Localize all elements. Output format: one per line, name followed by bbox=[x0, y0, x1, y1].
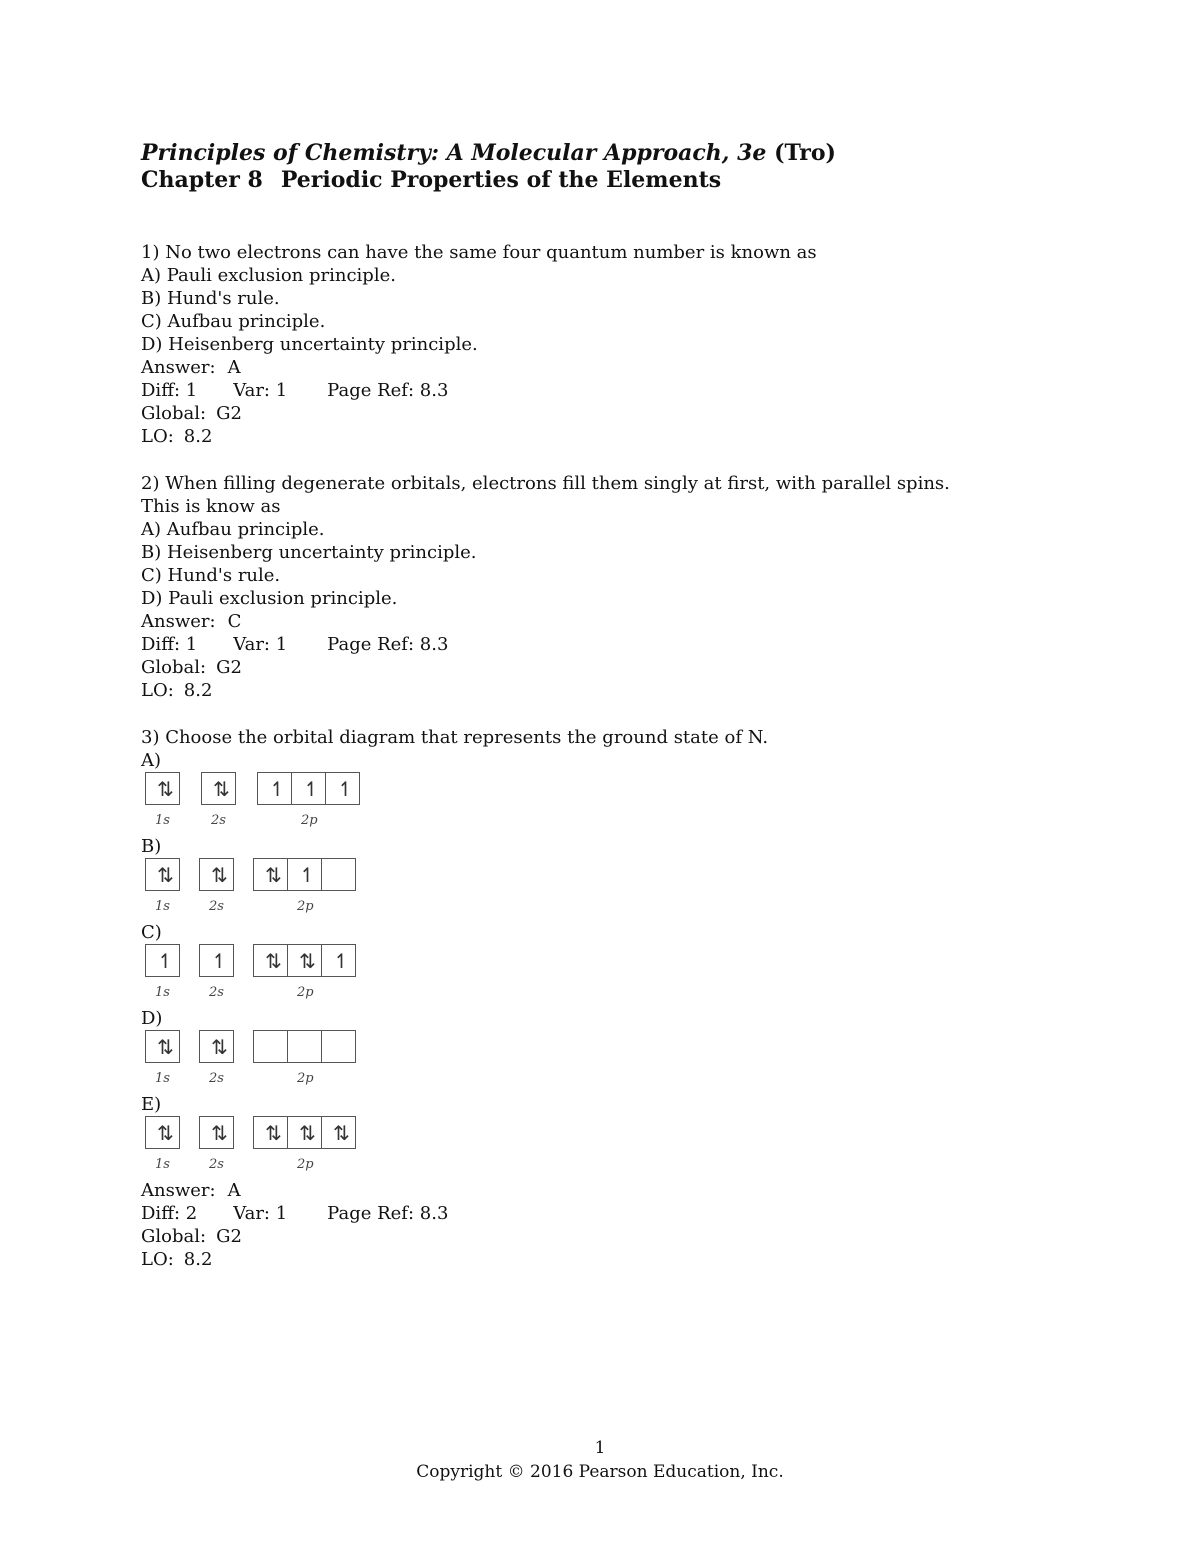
orbital-box: ↿ bbox=[325, 772, 360, 805]
label-2s: 2s bbox=[209, 899, 224, 914]
orbital-2s bbox=[201, 772, 236, 805]
orbital-box: ⇅ bbox=[145, 772, 180, 805]
orbital-diagram bbox=[141, 944, 1101, 1007]
label-1s: 1s bbox=[155, 985, 170, 1000]
global-label: Global: bbox=[141, 1226, 207, 1247]
answer-label: Answer: bbox=[141, 1180, 216, 1201]
answer-line bbox=[141, 610, 1101, 633]
orbital-box: ⇅ bbox=[145, 858, 180, 891]
question-text: 3) Choose the orbital diagram that represents the ground state of N. bbox=[141, 727, 769, 748]
label-2p: 2p bbox=[297, 1157, 314, 1172]
global-line bbox=[141, 1225, 1101, 1248]
lo-line bbox=[141, 1248, 1101, 1271]
orbital-box: ↿ bbox=[145, 944, 180, 977]
orbital-box: ⇅ bbox=[201, 772, 236, 805]
answer-line bbox=[141, 356, 1101, 379]
orbital-box: ⇅ bbox=[321, 1116, 356, 1149]
question-1 bbox=[141, 241, 1101, 448]
label-2p: 2p bbox=[297, 1071, 314, 1086]
global-value: G2 bbox=[216, 657, 242, 678]
choice-label: D) bbox=[141, 1008, 163, 1029]
option-b: B) Hund's rule. bbox=[141, 288, 280, 309]
book-title-line bbox=[141, 140, 1101, 167]
var-label: Var: bbox=[233, 634, 270, 655]
orbital-2p bbox=[257, 772, 360, 805]
page-number: 1 bbox=[594, 1438, 606, 1458]
orbital-box: ↿ bbox=[257, 772, 292, 805]
pageref-label: Page Ref: bbox=[327, 1203, 415, 1224]
orbital-box: ⇅ bbox=[287, 944, 322, 977]
meta-line bbox=[141, 633, 1101, 656]
pageref-value: 8.3 bbox=[419, 380, 449, 401]
question-text: 2) When filling degenerate orbitals, electrons fill them singly at first, with parallel spins. bbox=[141, 473, 950, 494]
label-2p: 2p bbox=[297, 985, 314, 1000]
choice-d bbox=[141, 1007, 1101, 1093]
option-b: B) Heisenberg uncertainty principle. bbox=[141, 542, 477, 563]
lo-label: LO: bbox=[141, 426, 174, 447]
orbital-1s bbox=[145, 772, 180, 805]
option-a: A) Aufbau principle. bbox=[141, 519, 325, 540]
orbital-box: ⇅ bbox=[253, 1116, 288, 1149]
orbital-box bbox=[287, 1030, 322, 1063]
global-value: G2 bbox=[216, 403, 242, 424]
orbital-2s bbox=[199, 1116, 234, 1149]
question-text-cont: This is know as bbox=[141, 496, 281, 517]
chapter-title-line bbox=[141, 167, 1101, 194]
diff-value: 1 bbox=[185, 634, 198, 655]
label-1s: 1s bbox=[155, 1071, 170, 1086]
orbital-diagram bbox=[141, 1030, 1101, 1093]
diff-label: Diff: bbox=[141, 634, 181, 655]
chapter-number: Chapter 8 bbox=[141, 167, 263, 193]
choice-label: B) bbox=[141, 836, 162, 857]
orbital-box: ↿ bbox=[287, 858, 322, 891]
question-text: 1) No two electrons can have the same four quantum number is known as bbox=[141, 242, 817, 263]
orbital-2p bbox=[253, 944, 356, 977]
answer-line bbox=[141, 1179, 1101, 1202]
meta-line bbox=[141, 379, 1101, 402]
option-d: D) Pauli exclusion principle. bbox=[141, 588, 398, 609]
orbital-box bbox=[321, 1030, 356, 1063]
pageref-label: Page Ref: bbox=[327, 380, 415, 401]
orbital-box: ↿ bbox=[199, 944, 234, 977]
answer-value: A bbox=[227, 1180, 241, 1201]
lo-line bbox=[141, 679, 1101, 702]
choice-a bbox=[141, 749, 1101, 835]
meta-line bbox=[141, 1202, 1101, 1225]
label-2p: 2p bbox=[297, 899, 314, 914]
orbital-box: ⇅ bbox=[199, 1030, 234, 1063]
orbital-box bbox=[253, 1030, 288, 1063]
book-title: Principles of Chemistry: A Molecular Approach, 3e bbox=[141, 140, 767, 166]
copyright-notice: Copyright © 2016 Pearson Education, Inc. bbox=[416, 1462, 784, 1482]
orbital-box: ⇅ bbox=[145, 1030, 180, 1063]
orbital-box: ⇅ bbox=[145, 1116, 180, 1149]
var-value: 1 bbox=[275, 1203, 288, 1224]
orbital-2p bbox=[253, 1116, 356, 1149]
lo-line bbox=[141, 425, 1101, 448]
answer-value: A bbox=[227, 357, 241, 378]
orbital-box: ↿ bbox=[321, 944, 356, 977]
spacer bbox=[141, 194, 1101, 217]
global-value: G2 bbox=[216, 1226, 242, 1247]
global-label: Global: bbox=[141, 657, 207, 678]
var-value: 1 bbox=[275, 380, 288, 401]
global-line bbox=[141, 656, 1101, 679]
global-label: Global: bbox=[141, 403, 207, 424]
pageref-label: Page Ref: bbox=[327, 634, 415, 655]
orbital-1s bbox=[145, 944, 180, 977]
orbital-box: ⇅ bbox=[253, 944, 288, 977]
orbital-diagram bbox=[141, 772, 1101, 835]
orbital-2s bbox=[199, 858, 234, 891]
orbital-box: ⇅ bbox=[199, 858, 234, 891]
orbital-diagram bbox=[141, 858, 1101, 921]
orbital-2p bbox=[253, 1030, 356, 1063]
choice-label: C) bbox=[141, 922, 162, 943]
diff-value: 2 bbox=[185, 1203, 198, 1224]
pageref-value: 8.3 bbox=[419, 634, 449, 655]
label-2p: 2p bbox=[301, 813, 318, 828]
lo-value: 8.2 bbox=[183, 680, 213, 701]
answer-label: Answer: bbox=[141, 611, 216, 632]
global-line bbox=[141, 402, 1101, 425]
diff-label: Diff: bbox=[141, 1203, 181, 1224]
orbital-box: ⇅ bbox=[199, 1116, 234, 1149]
label-2s: 2s bbox=[211, 813, 226, 828]
lo-label: LO: bbox=[141, 680, 174, 701]
label-2s: 2s bbox=[209, 1157, 224, 1172]
var-label: Var: bbox=[233, 380, 270, 401]
orbital-box: ⇅ bbox=[287, 1116, 322, 1149]
option-c: C) Aufbau principle. bbox=[141, 311, 326, 332]
page-content bbox=[141, 140, 1101, 1271]
diff-value: 1 bbox=[185, 380, 198, 401]
book-author: (Tro) bbox=[774, 140, 836, 166]
pageref-value: 8.3 bbox=[419, 1203, 449, 1224]
orbital-box: ↿ bbox=[291, 772, 326, 805]
orbital-box bbox=[321, 858, 356, 891]
answer-value: C bbox=[227, 611, 242, 632]
answer-label: Answer: bbox=[141, 357, 216, 378]
orbital-1s bbox=[145, 1116, 180, 1149]
option-d: D) Heisenberg uncertainty principle. bbox=[141, 334, 478, 355]
label-1s: 1s bbox=[155, 813, 170, 828]
label-1s: 1s bbox=[155, 899, 170, 914]
label-2s: 2s bbox=[209, 1071, 224, 1086]
orbital-diagram bbox=[141, 1116, 1101, 1179]
orbital-1s bbox=[145, 1030, 180, 1063]
label-1s: 1s bbox=[155, 1157, 170, 1172]
option-c: C) Hund's rule. bbox=[141, 565, 281, 586]
var-label: Var: bbox=[233, 1203, 270, 1224]
choice-label: A) bbox=[141, 750, 162, 771]
diff-label: Diff: bbox=[141, 380, 181, 401]
choice-label: E) bbox=[141, 1094, 162, 1115]
choice-e bbox=[141, 1093, 1101, 1179]
orbital-2s bbox=[199, 1030, 234, 1063]
orbital-2p bbox=[253, 858, 356, 891]
choice-c bbox=[141, 921, 1101, 1007]
choice-b bbox=[141, 835, 1101, 921]
var-value: 1 bbox=[275, 634, 288, 655]
label-2s: 2s bbox=[209, 985, 224, 1000]
lo-label: LO: bbox=[141, 1249, 174, 1270]
orbital-1s bbox=[145, 858, 180, 891]
orbital-2s bbox=[199, 944, 234, 977]
question-2 bbox=[141, 472, 1101, 702]
question-3 bbox=[141, 726, 1101, 1271]
chapter-title: Periodic Properties of the Elements bbox=[280, 167, 722, 193]
orbital-box: ⇅ bbox=[253, 858, 288, 891]
lo-value: 8.2 bbox=[183, 426, 213, 447]
option-a: A) Pauli exclusion principle. bbox=[141, 265, 396, 286]
lo-value: 8.2 bbox=[183, 1249, 213, 1270]
